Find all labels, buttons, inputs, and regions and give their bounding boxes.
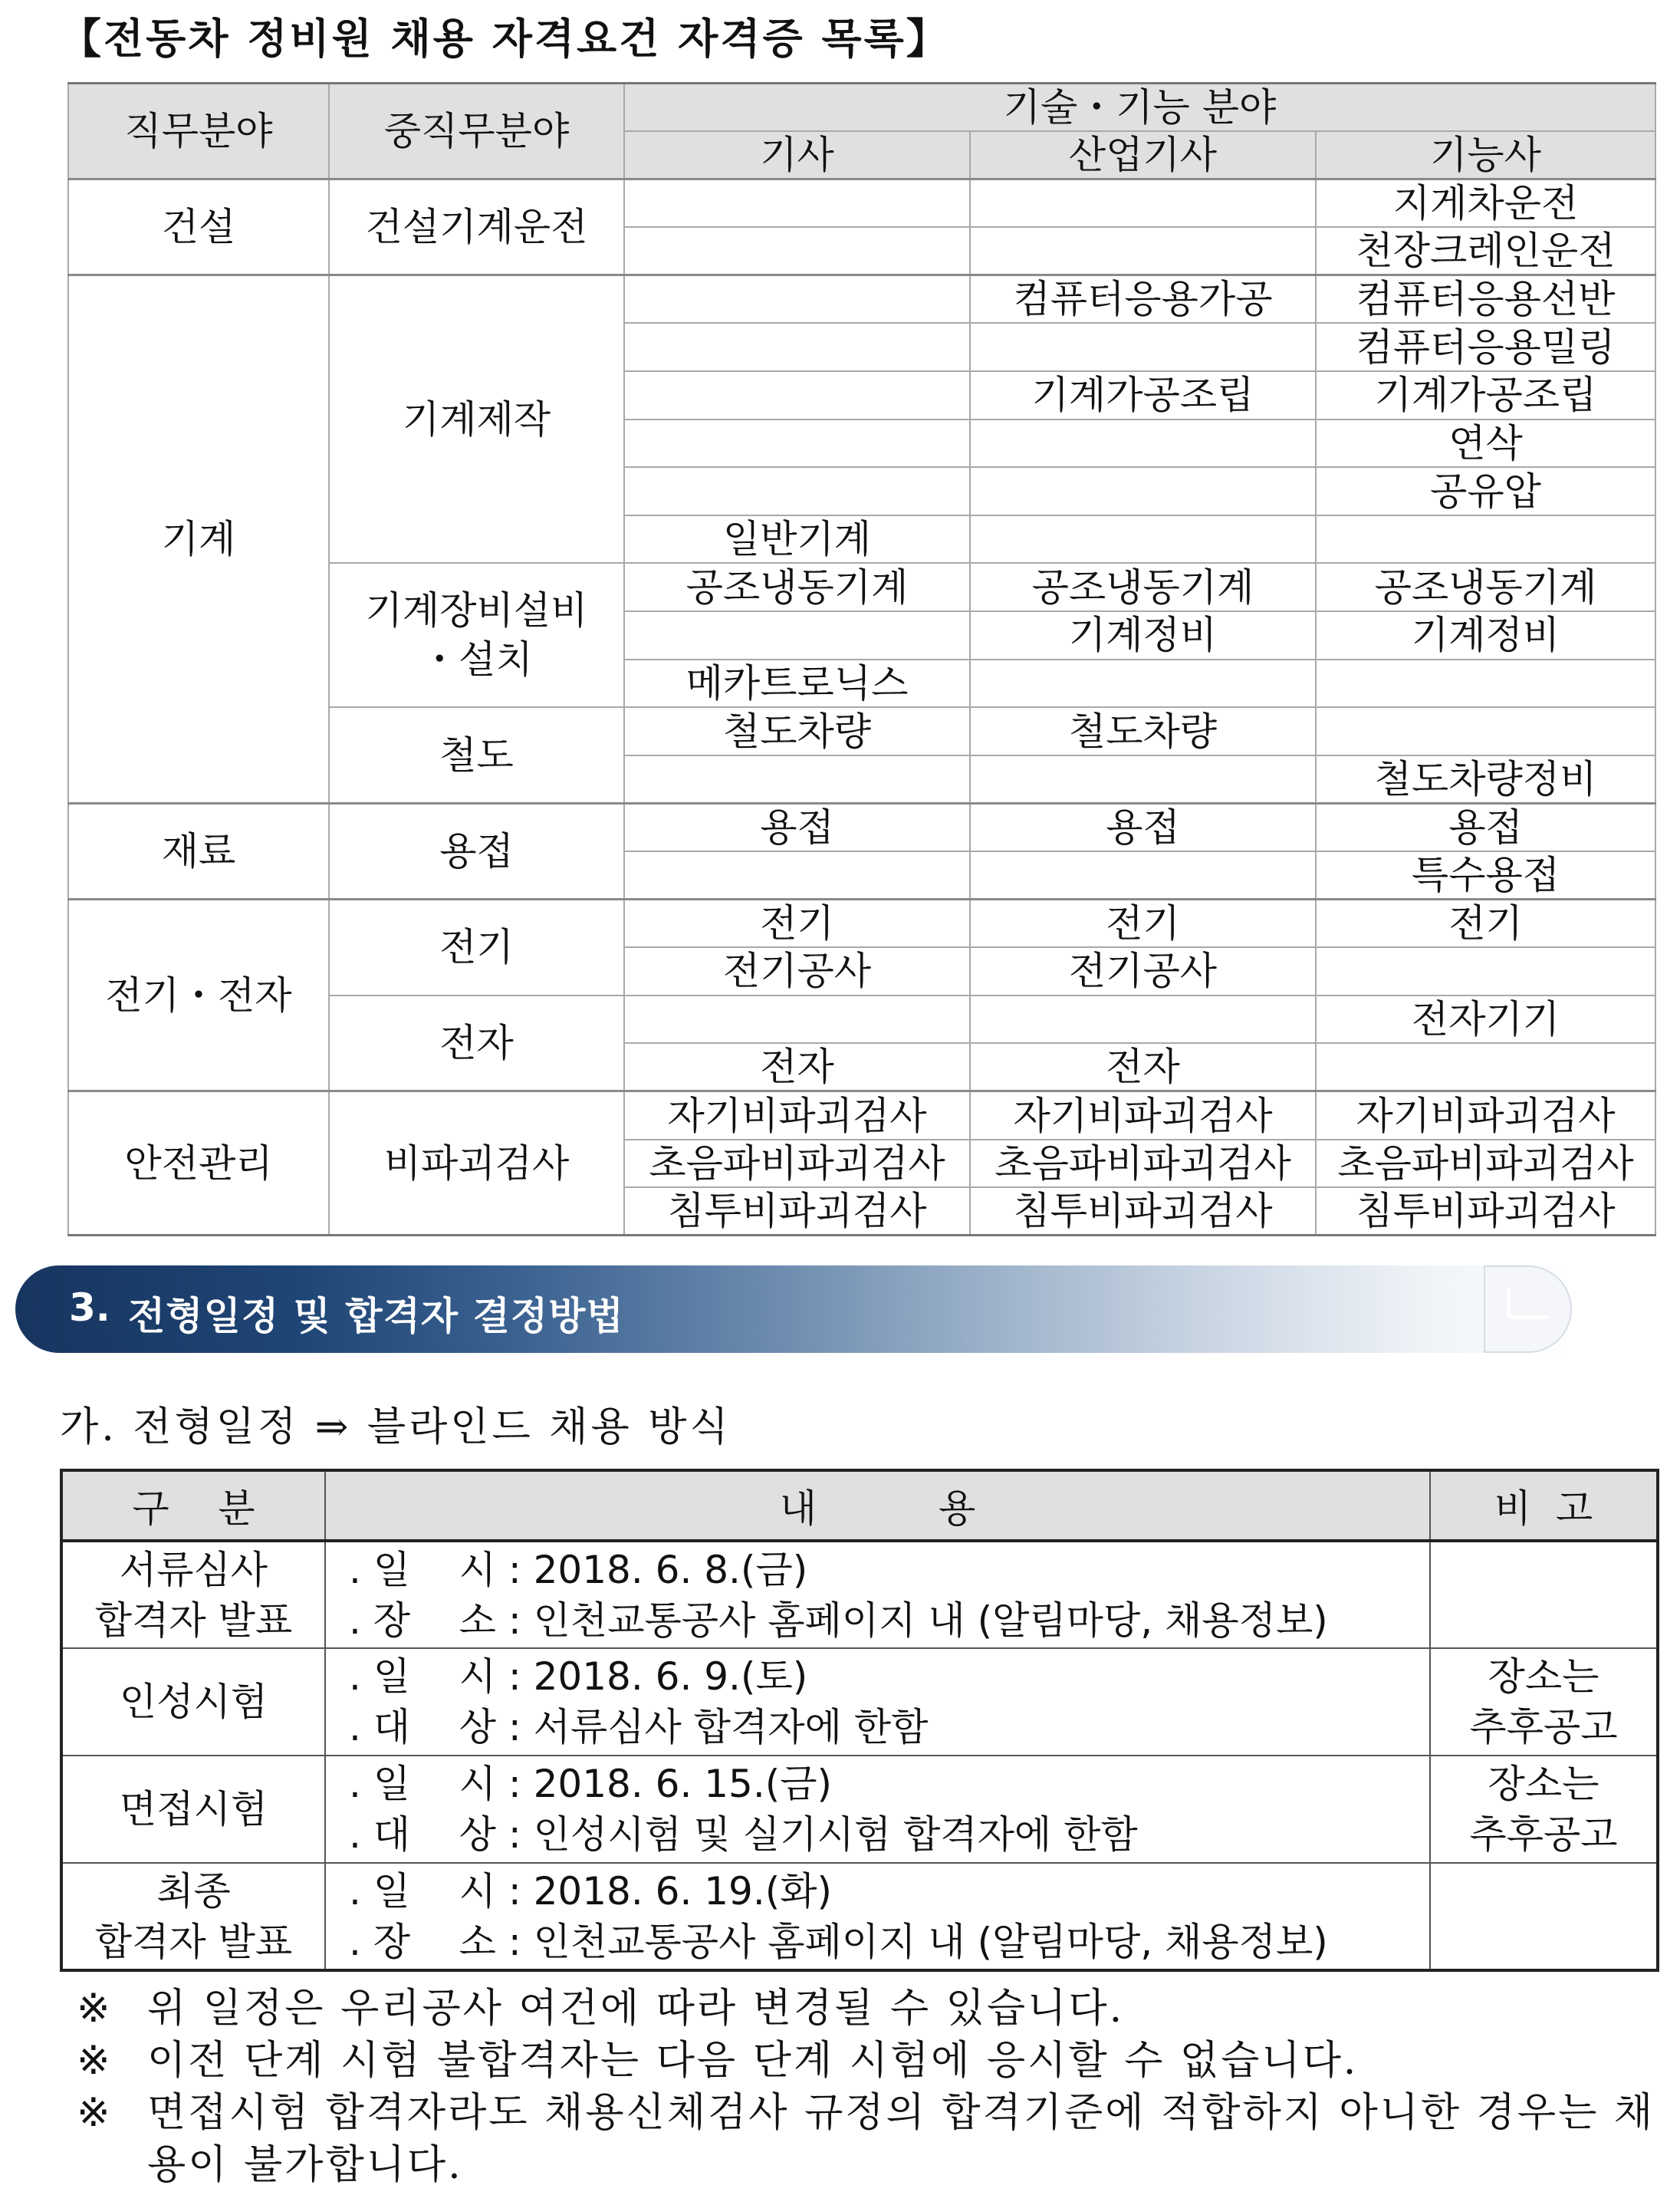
table-row <box>68 179 1655 228</box>
header-content: 내 용 <box>325 1470 1430 1541</box>
craftsman-cell: 컴퓨터응용밀링 <box>1316 323 1655 371</box>
industrial-cell: 전자 <box>970 1043 1316 1091</box>
industrial-cell: 컴퓨터응용가공 <box>970 275 1316 324</box>
note-mark: ※ <box>77 2038 113 2084</box>
schedule-label: 서류심사 합격자 발표 <box>61 1541 325 1648</box>
subfield-cell: 전기 <box>329 900 624 995</box>
industrial-cell <box>970 323 1316 371</box>
schedule-line: . 장 소 : 인천교통공사 홈페이지 내 (알림마당, 채용정보) <box>349 1919 1328 1964</box>
subfield-cell: 기계제작 <box>329 275 624 564</box>
industrial-cell <box>970 755 1316 804</box>
industrial-cell: 공조냉동기계 <box>970 563 1316 611</box>
schedule-note <box>1430 1541 1658 1648</box>
table-row <box>61 1541 1658 1648</box>
subfield-cell: 철도 <box>329 707 624 803</box>
engineer-cell <box>624 995 970 1044</box>
subfield-cell <box>329 563 624 707</box>
table-row <box>68 900 1655 948</box>
craftsman-cell <box>1316 707 1655 755</box>
industrial-cell <box>970 420 1316 468</box>
schedule-content <box>325 1756 1430 1863</box>
engineer-cell: 일반기계 <box>624 515 970 564</box>
craftsman-cell: 초음파비파괴검사 <box>1316 1140 1655 1188</box>
engineer-cell: 초음파비파괴검사 <box>624 1140 970 1188</box>
engineer-cell <box>624 227 970 275</box>
schedule-label: 인성시험 <box>61 1648 325 1756</box>
industrial-cell: 전기공사 <box>970 947 1316 995</box>
schedule-line: . 일 시 : 2018. 6. 9.(토) <box>349 1654 808 1699</box>
engineer-cell: 공조냉동기계 <box>624 563 970 611</box>
banner-hook-icon <box>1507 1288 1549 1319</box>
industrial-cell <box>970 467 1316 515</box>
craftsman-cell: 컴퓨터응용선반 <box>1316 275 1655 324</box>
note-item <box>77 2087 1664 2191</box>
schedule-line: . 일 시 : 2018. 6. 19.(화) <box>349 1868 833 1914</box>
subfield-cell: 비파괴검사 <box>329 1091 624 1236</box>
engineer-cell: 자기비파괴검사 <box>624 1091 970 1140</box>
header-note: 비 고 <box>1430 1470 1658 1541</box>
engineer-cell: 전기 <box>624 900 970 948</box>
header-tech: 기술・기능 분야 <box>624 84 1655 132</box>
engineer-cell <box>624 755 970 804</box>
subfield-cell: 용접 <box>329 803 624 899</box>
field-cell: 기계 <box>68 275 329 804</box>
industrial-cell: 침투비파괴검사 <box>970 1187 1316 1236</box>
industrial-cell: 기계가공조립 <box>970 371 1316 420</box>
schedule-label: 최종 합격자 발표 <box>61 1863 325 1970</box>
table-row <box>61 1648 1658 1756</box>
craftsman-cell: 전기 <box>1316 900 1655 948</box>
header-craftsman: 기능사 <box>1316 131 1655 179</box>
header-engineer: 기사 <box>624 131 970 179</box>
engineer-cell <box>624 420 970 468</box>
table-row <box>68 275 1655 324</box>
industrial-cell: 초음파비파괴검사 <box>970 1140 1316 1188</box>
note-item <box>77 2035 1664 2087</box>
field-cell: 전기・전자 <box>68 900 329 1091</box>
section-title: 전형일정 및 합격자 결정방법 <box>128 1294 624 1338</box>
engineer-cell <box>624 611 970 660</box>
engineer-cell <box>624 467 970 515</box>
craftsman-cell <box>1316 660 1655 708</box>
banner-end-cap <box>1484 1265 1572 1353</box>
schedule-label: 면접시험 <box>61 1756 325 1863</box>
table-row <box>68 803 1655 851</box>
table-row <box>61 1863 1658 1970</box>
craftsman-cell: 공조냉동기계 <box>1316 563 1655 611</box>
schedule-line: . 대 상 : 서류심사 합격자에 한함 <box>349 1705 929 1749</box>
engineer-cell: 침투비파괴검사 <box>624 1187 970 1236</box>
craftsman-cell <box>1316 947 1655 995</box>
schedule-note <box>1430 1863 1658 1970</box>
note-text: 이전 단계 시험 불합격자는 다음 단계 시험에 응시할 수 없습니다. <box>147 2038 1359 2084</box>
field-cell: 안전관리 <box>68 1091 329 1236</box>
industrial-cell: 용접 <box>970 803 1316 851</box>
craftsman-cell: 천장크레인운전 <box>1316 227 1655 275</box>
schedule-note: 장소는 추후공고 <box>1430 1648 1658 1756</box>
schedule-note: 장소는 추후공고 <box>1430 1756 1658 1863</box>
craftsman-cell <box>1316 1043 1655 1091</box>
engineer-cell: 용접 <box>624 803 970 851</box>
craftsman-cell: 용접 <box>1316 803 1655 851</box>
industrial-cell <box>970 227 1316 275</box>
craftsman-cell: 공유압 <box>1316 467 1655 515</box>
craftsman-cell: 자기비파괴검사 <box>1316 1091 1655 1140</box>
engineer-cell: 전기공사 <box>624 947 970 995</box>
industrial-cell: 철도차량 <box>970 707 1316 755</box>
note-mark: ※ <box>77 1986 113 2032</box>
subfield-label: 기계장비설비 ・설치 <box>365 588 588 683</box>
industrial-cell <box>970 995 1316 1044</box>
schedule-line: . 일 시 : 2018. 6. 15.(금) <box>349 1762 833 1806</box>
header-category: 구 분 <box>61 1470 325 1541</box>
industrial-cell: 전기 <box>970 900 1316 948</box>
engineer-cell: 메카트로닉스 <box>624 660 970 708</box>
industrial-cell <box>970 179 1316 228</box>
subfield-cell: 건설기계운전 <box>329 179 624 275</box>
engineer-cell <box>624 323 970 371</box>
craftsman-cell: 기계가공조립 <box>1316 371 1655 420</box>
field-cell: 건설 <box>68 179 329 275</box>
header-subfield: 중직무분야 <box>329 84 624 179</box>
header-industrial-engineer: 산업기사 <box>970 131 1316 179</box>
notes-list <box>77 1983 1664 2191</box>
schedule-subheading: 가. 전형일정 ⇒ 블라인드 채용 방식 <box>60 1404 732 1450</box>
engineer-cell: 전자 <box>624 1043 970 1091</box>
note-item <box>77 1983 1664 2035</box>
section-number: 3. <box>69 1285 110 1330</box>
craftsman-cell: 전자기기 <box>1316 995 1655 1044</box>
engineer-cell <box>624 851 970 900</box>
note-text: 면접시험 합격자라도 채용신체검사 규정의 합격기준에 적합하지 아니한 경우는 채용이 불가합니다. <box>147 2090 1655 2188</box>
schedule-content <box>325 1863 1430 1970</box>
craftsman-cell: 연삭 <box>1316 420 1655 468</box>
schedule-line: . 대 상 : 인성시험 및 실기시험 합격자에 한함 <box>349 1812 1138 1857</box>
industrial-cell <box>970 851 1316 900</box>
document-title: 【전동차 정비원 채용 자격요건 자격증 목록】 <box>60 15 950 63</box>
schedule-line: . 장 소 : 인천교통공사 홈페이지 내 (알림마당, 채용정보) <box>349 1598 1328 1643</box>
table-row <box>61 1756 1658 1863</box>
certificate-table <box>67 82 1656 1236</box>
note-mark: ※ <box>77 2090 113 2136</box>
note-text: 위 일정은 우리공사 여건에 따라 변경될 수 있습니다. <box>147 1986 1125 2032</box>
engineer-cell: 철도차량 <box>624 707 970 755</box>
subfield-cell: 전자 <box>329 995 624 1091</box>
engineer-cell <box>624 179 970 228</box>
engineer-cell <box>624 371 970 420</box>
craftsman-cell: 철도차량정비 <box>1316 755 1655 804</box>
table-row <box>68 1091 1655 1140</box>
schedule-table <box>60 1469 1659 1972</box>
craftsman-cell: 특수용접 <box>1316 851 1655 900</box>
craftsman-cell: 기계정비 <box>1316 611 1655 660</box>
header-field: 직무분야 <box>68 84 329 179</box>
schedule-content <box>325 1541 1430 1648</box>
craftsman-cell <box>1316 515 1655 564</box>
schedule-content <box>325 1648 1430 1756</box>
schedule-line: . 일 시 : 2018. 6. 8.(금) <box>349 1547 808 1592</box>
industrial-cell: 기계정비 <box>970 611 1316 660</box>
craftsman-cell: 침투비파괴검사 <box>1316 1187 1655 1236</box>
field-cell: 재료 <box>68 803 329 899</box>
engineer-cell <box>624 275 970 324</box>
industrial-cell <box>970 515 1316 564</box>
craftsman-cell: 지게차운전 <box>1316 179 1655 228</box>
industrial-cell: 자기비파괴검사 <box>970 1091 1316 1140</box>
industrial-cell <box>970 660 1316 708</box>
section-banner <box>15 1265 1572 1353</box>
